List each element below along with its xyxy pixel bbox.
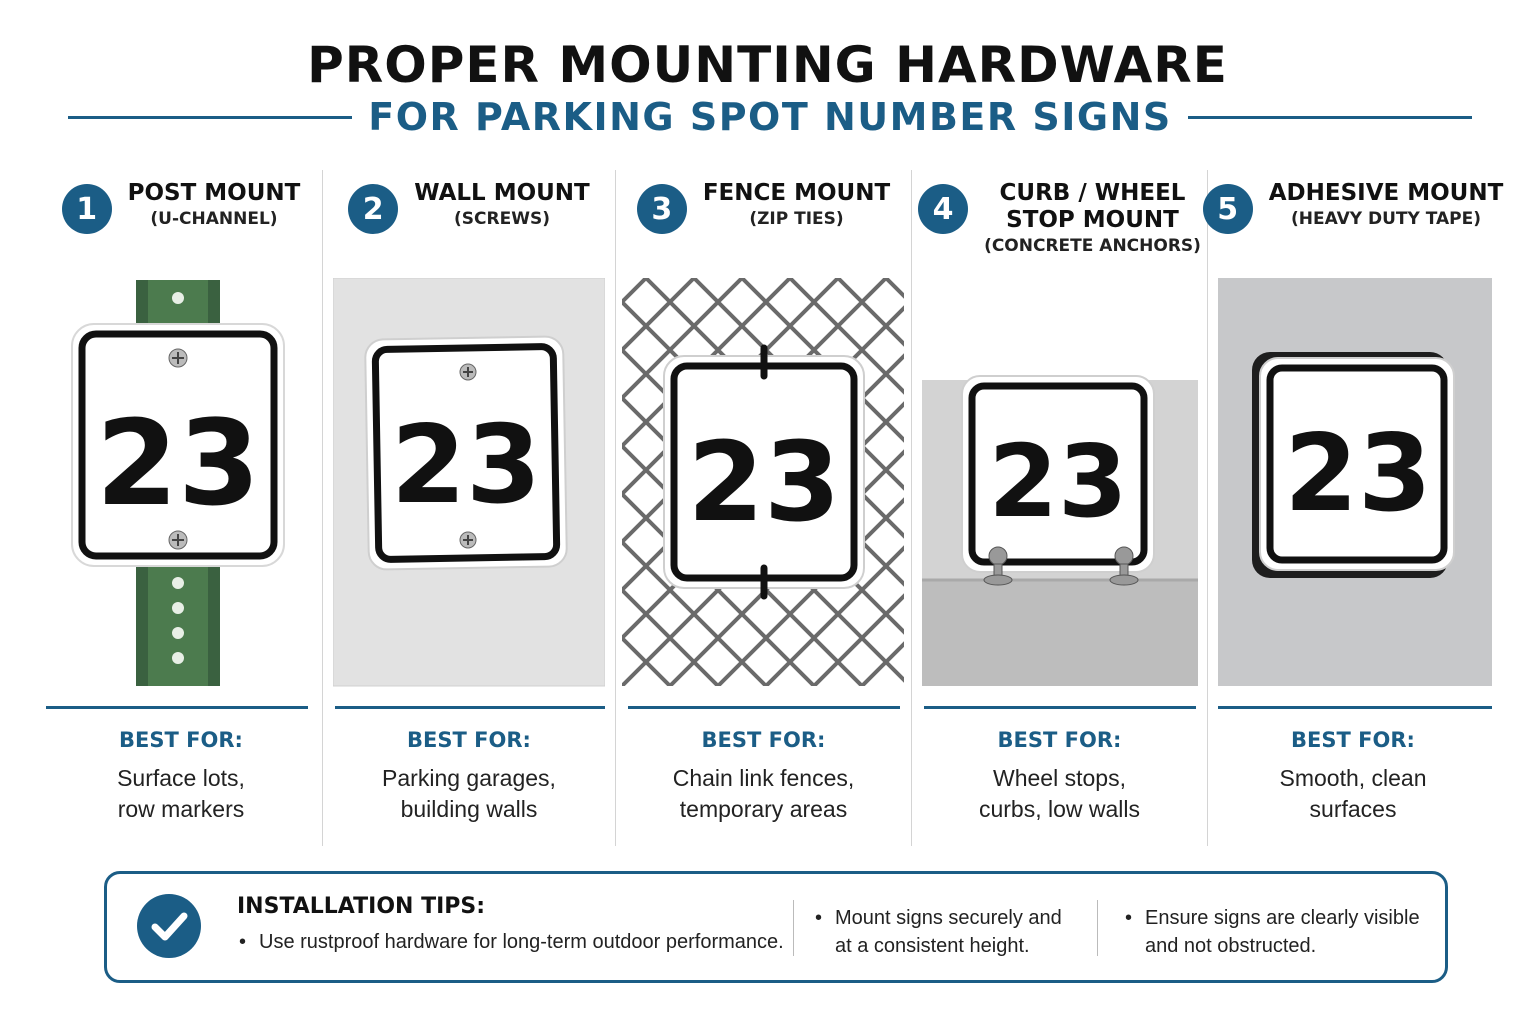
adhesive-tape-icon (1218, 278, 1492, 688)
method-post-mount (40, 170, 322, 846)
sign-number: 23 (687, 418, 841, 546)
method-subtitle: (HEAVY DUTY TAPE) (1290, 209, 1481, 229)
page-title: PROPER MOUNTING HARDWARE (307, 36, 1228, 94)
sign-number: 23 (390, 403, 542, 528)
best-for-text: Surface lots, row markers (117, 765, 245, 822)
method-header (323, 180, 615, 270)
best-for-label: BEST FOR: (997, 728, 1122, 752)
u-channel-post-icon (68, 278, 288, 688)
sign-number: 23 (988, 423, 1128, 540)
tip-item: • Use rustproof hardware for long-term outdoor performance. (237, 928, 784, 956)
subtitle-row (68, 92, 1472, 142)
method-curb-mount (912, 170, 1207, 846)
section-rule (924, 706, 1196, 709)
method-title: CURB / WHEEL (999, 180, 1186, 206)
method-subtitle: (U-CHANNEL) (150, 209, 278, 229)
best-for-text: Parking garages, building walls (382, 765, 556, 822)
section-rule (335, 706, 605, 709)
chain-link-fence-icon (622, 278, 904, 688)
best-for-label: BEST FOR: (1291, 728, 1415, 752)
tips-divider (1097, 900, 1098, 956)
step-number-badge: 2 (348, 184, 398, 234)
method-subtitle: (SCREWS) (454, 209, 550, 229)
step-number-badge: 3 (637, 184, 687, 234)
section-rule (628, 706, 900, 709)
section-rule (1218, 706, 1492, 709)
method-subtitle: (ZIP TIES) (749, 209, 844, 229)
tips-divider (793, 900, 794, 956)
installation-tips-box (104, 871, 1448, 983)
sign-number: 23 (95, 394, 261, 532)
best-for-label: BEST FOR: (119, 728, 243, 752)
step-number-badge: 1 (62, 184, 112, 234)
method-header (1208, 180, 1504, 270)
check-icon (137, 894, 201, 958)
method-adhesive-mount (1208, 170, 1504, 846)
method-title: FENCE MOUNT (702, 180, 891, 206)
method-title: WALL MOUNT (414, 180, 590, 206)
tip-item: • Ensure signs are clearly visible and not obstructed. (1123, 904, 1420, 960)
wall-screws-icon (333, 278, 605, 688)
method-title-line2: STOP MOUNT (1006, 207, 1179, 233)
page-subtitle: FOR PARKING SPOT NUMBER SIGNS (368, 95, 1172, 139)
best-for-label: BEST FOR: (407, 728, 531, 752)
concrete-curb-icon (922, 278, 1198, 688)
step-number-badge: 5 (1203, 184, 1253, 234)
method-wall-mount (323, 170, 615, 846)
method-fence-mount (616, 170, 911, 846)
method-header (912, 180, 1207, 270)
best-for-label: BEST FOR: (701, 728, 826, 752)
method-header (616, 180, 911, 270)
section-rule (46, 706, 308, 709)
method-subtitle: (CONCRETE ANCHORS) (984, 236, 1201, 256)
best-for-text: Wheel stops, curbs, low walls (978, 765, 1141, 822)
method-title: ADHESIVE MOUNT (1268, 180, 1504, 206)
best-for-text: Smooth, clean surfaces (1279, 765, 1427, 822)
tip-item: • Mount signs securely and at a consistent height. (813, 904, 1062, 960)
tips-title: INSTALLATION TIPS: (237, 894, 486, 919)
method-header (40, 180, 322, 270)
best-for-text: Chain link fences, temporary areas (672, 765, 855, 822)
method-title: POST MOUNT (127, 180, 301, 206)
subtitle-rule-left (68, 116, 352, 119)
sign-number: 23 (1284, 412, 1432, 535)
subtitle-rule-right (1188, 116, 1472, 119)
step-number-badge: 4 (918, 184, 968, 234)
